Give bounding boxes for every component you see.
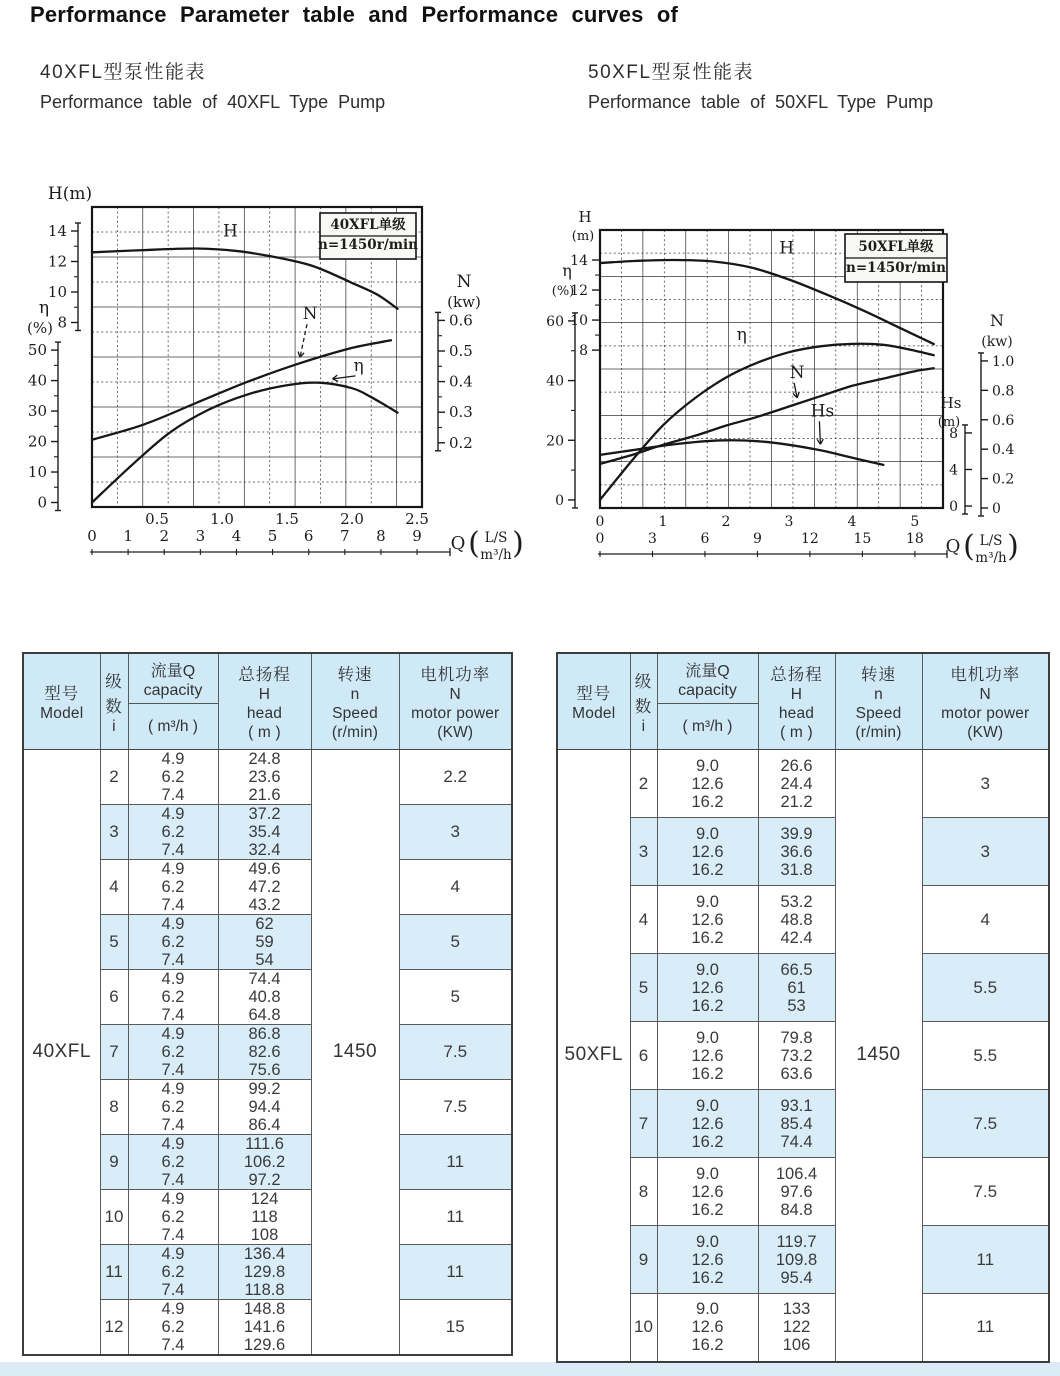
svg-text:1.0: 1.0 xyxy=(210,510,234,528)
chart-title-box xyxy=(318,213,418,259)
q-axis-label xyxy=(451,526,524,563)
svg-text:m³/h: m³/h xyxy=(480,547,512,563)
svg-text:18: 18 xyxy=(905,531,924,547)
svg-text:1.0: 1.0 xyxy=(992,353,1015,370)
svg-text:1: 1 xyxy=(658,514,668,530)
capacity-values: 9.0 12.6 16.2 xyxy=(657,1226,758,1294)
col-header-stages: 级 数 i xyxy=(100,653,128,750)
speed-cell: 1450 xyxy=(311,750,399,1356)
svg-text:H(m): H(m) xyxy=(47,184,93,204)
svg-text:n=1450r/min: n=1450r/min xyxy=(846,260,946,276)
chart-title-box xyxy=(845,234,947,282)
svg-text:2: 2 xyxy=(721,514,731,530)
svg-text:): ) xyxy=(1007,529,1019,564)
svg-text:15: 15 xyxy=(853,531,872,547)
svg-text:6: 6 xyxy=(700,531,710,547)
svg-text:14: 14 xyxy=(570,253,588,270)
capacity-values: 9.0 12.6 16.2 xyxy=(657,1158,758,1226)
motor-power-cell: 11 xyxy=(399,1135,512,1190)
svg-text:Q: Q xyxy=(945,536,961,557)
svg-text:0.2: 0.2 xyxy=(449,433,473,452)
axis-eta xyxy=(27,298,61,512)
head-values: 26.6 24.4 21.2 xyxy=(758,750,835,818)
x-axis xyxy=(596,514,947,558)
svg-text:3: 3 xyxy=(648,531,657,547)
curve-label-N: N xyxy=(789,362,805,383)
curve-label-H: H xyxy=(779,238,795,259)
head-values: 148.8 141.6 129.6 xyxy=(218,1300,311,1356)
col-header-speed: 转速 n Speed (r/min) xyxy=(311,653,399,750)
stages-cell: 8 xyxy=(100,1080,128,1135)
svg-text:50: 50 xyxy=(27,341,47,360)
svg-text:14: 14 xyxy=(47,222,67,240)
motor-power-cell: 5 xyxy=(399,970,512,1025)
curve-label-Hs: Hs xyxy=(810,401,835,422)
col-header-power: 电机功率 N motor power (KW) xyxy=(922,653,1049,750)
svg-text:η: η xyxy=(38,298,50,318)
stage-row-2 xyxy=(557,750,1049,818)
svg-text:(%): (%) xyxy=(27,319,53,337)
stage-row-10 xyxy=(557,1294,1049,1362)
performance-curves-chart-50xfl xyxy=(545,196,1060,591)
svg-text:η: η xyxy=(562,261,572,280)
svg-text:): ) xyxy=(512,526,524,561)
head-values: 86.8 82.6 75.6 xyxy=(218,1025,311,1080)
stages-cell: 12 xyxy=(100,1300,128,1356)
svg-text:12: 12 xyxy=(570,283,588,300)
stages-cell: 10 xyxy=(100,1190,128,1245)
motor-power-cell: 11 xyxy=(922,1226,1049,1294)
capacity-values: 9.0 12.6 16.2 xyxy=(657,954,758,1022)
stages-cell: 6 xyxy=(630,1022,657,1090)
head-values: 99.2 94.4 86.4 xyxy=(218,1080,311,1135)
model-cell: 50XFL xyxy=(557,750,630,1362)
svg-text:0.3: 0.3 xyxy=(449,403,473,422)
svg-text:4: 4 xyxy=(847,514,857,530)
motor-power-cell: 5.5 xyxy=(922,1022,1049,1090)
head-values: 111.6 106.2 97.2 xyxy=(218,1135,311,1190)
stages-cell: 11 xyxy=(100,1245,128,1300)
head-values: 93.1 85.4 74.4 xyxy=(758,1090,835,1158)
stages-cell: 5 xyxy=(630,954,657,1022)
svg-text:20: 20 xyxy=(27,432,47,451)
svg-text:1: 1 xyxy=(123,527,133,545)
capacity-values: 4.9 6.2 7.4 xyxy=(128,1190,218,1245)
motor-power-cell: 3 xyxy=(922,818,1049,886)
head-values: 24.8 23.6 21.6 xyxy=(218,750,311,805)
stages-cell: 6 xyxy=(100,970,128,1025)
curve-label-η: η xyxy=(736,325,747,346)
motor-power-cell: 7.5 xyxy=(922,1090,1049,1158)
capacity-values: 9.0 12.6 16.2 xyxy=(657,750,758,818)
stages-cell: 8 xyxy=(630,1158,657,1226)
curve-label-η: η xyxy=(353,355,364,376)
svg-text:9: 9 xyxy=(752,531,762,547)
motor-power-cell: 4 xyxy=(922,886,1049,954)
svg-text:N: N xyxy=(990,311,1004,330)
stages-cell: 3 xyxy=(630,818,657,886)
capacity-values: 4.9 6.2 7.4 xyxy=(128,860,218,915)
motor-power-cell: 7.5 xyxy=(399,1080,512,1135)
svg-text:8: 8 xyxy=(949,425,958,442)
head-values: 62 59 54 xyxy=(218,915,311,970)
subtitle-en-50xfl: Performance table of 50XFL Type Pump xyxy=(588,92,934,112)
svg-text:0: 0 xyxy=(37,493,47,512)
stage-row-5 xyxy=(557,954,1049,1022)
subtitle-cn-40xfl: 40XFL型泵性能表 xyxy=(40,62,206,83)
svg-text:0.8: 0.8 xyxy=(992,383,1015,400)
svg-text:0.5: 0.5 xyxy=(449,342,473,360)
motor-power-cell: 11 xyxy=(922,1294,1049,1362)
svg-text:L/S: L/S xyxy=(979,533,1003,549)
svg-text:10: 10 xyxy=(27,463,47,482)
curve-label-H: H xyxy=(223,221,238,242)
svg-text:Q: Q xyxy=(450,533,466,554)
svg-text:50XFL单级: 50XFL单级 xyxy=(858,239,934,255)
head-values: 53.2 48.8 42.4 xyxy=(758,886,835,954)
svg-text:12: 12 xyxy=(47,252,67,271)
svg-text:2: 2 xyxy=(159,527,170,545)
motor-power-cell: 5 xyxy=(399,915,512,970)
svg-text:6: 6 xyxy=(303,527,314,545)
svg-text:0.6: 0.6 xyxy=(449,311,473,330)
col-header-model: 型号 Model xyxy=(23,653,100,750)
svg-text:30: 30 xyxy=(27,402,47,421)
motor-power-cell: 11 xyxy=(399,1245,512,1300)
curve-η xyxy=(92,383,398,503)
svg-text:8: 8 xyxy=(579,343,588,360)
stages-cell: 4 xyxy=(630,886,657,954)
svg-text:(m): (m) xyxy=(937,415,961,430)
speed-cell: 1450 xyxy=(835,750,922,1362)
performance-table-50xfl xyxy=(556,652,1050,1363)
stages-cell: 7 xyxy=(630,1090,657,1158)
svg-text:(: ( xyxy=(963,529,975,564)
performance-curves-chart-40xfl xyxy=(12,183,527,593)
svg-text:N: N xyxy=(456,272,472,292)
svg-text:20: 20 xyxy=(546,433,564,450)
col-header-capacity: 流量Q capacity ( m³/h ) xyxy=(128,653,218,750)
col-header-head: 总扬程 H head ( m ) xyxy=(218,653,311,750)
curve-N xyxy=(600,368,934,464)
svg-text:4: 4 xyxy=(949,462,958,479)
svg-text:1.5: 1.5 xyxy=(275,510,299,528)
x-axis xyxy=(87,510,450,556)
svg-text:0: 0 xyxy=(992,501,1001,517)
capacity-values: 4.9 6.2 7.4 xyxy=(128,1300,218,1356)
stage-row-8 xyxy=(557,1158,1049,1226)
capacity-values: 9.0 12.6 16.2 xyxy=(657,818,758,886)
svg-text:5: 5 xyxy=(910,514,920,530)
svg-text:8: 8 xyxy=(57,313,67,332)
svg-text:40XFL单级: 40XFL单级 xyxy=(330,217,406,233)
page-title: Performance Parameter table and Performance curves of xyxy=(30,2,679,27)
axis-N xyxy=(435,272,481,452)
svg-text:2.5: 2.5 xyxy=(405,510,429,528)
stages-cell: 4 xyxy=(100,860,128,915)
axis-H xyxy=(48,184,92,332)
stage-row-2 xyxy=(23,750,512,805)
stage-row-6 xyxy=(557,1022,1049,1090)
svg-text:40: 40 xyxy=(546,373,564,390)
stages-cell: 2 xyxy=(100,750,128,805)
head-values: 119.7 109.8 95.4 xyxy=(758,1226,835,1294)
svg-text:n=1450r/min: n=1450r/min xyxy=(318,237,418,253)
performance-table-40xfl xyxy=(22,652,513,1356)
page-bottom-band xyxy=(0,1362,1060,1376)
head-values: 106.4 97.6 84.8 xyxy=(758,1158,835,1226)
capacity-values: 4.9 6.2 7.4 xyxy=(128,805,218,860)
capacity-values: 4.9 6.2 7.4 xyxy=(128,1025,218,1080)
svg-text:12: 12 xyxy=(801,531,819,547)
head-values: 133 122 106 xyxy=(758,1294,835,1362)
col-header-head: 总扬程 H head ( m ) xyxy=(758,653,835,750)
svg-text:10: 10 xyxy=(570,313,588,330)
svg-text:0.5: 0.5 xyxy=(145,510,169,528)
svg-text:0: 0 xyxy=(595,514,605,530)
stage-row-9 xyxy=(557,1226,1049,1294)
col-header-model: 型号 Model xyxy=(557,653,630,750)
stages-cell: 9 xyxy=(100,1135,128,1190)
head-values: 74.4 40.8 64.8 xyxy=(218,970,311,1025)
head-values: 39.9 36.6 31.8 xyxy=(758,818,835,886)
svg-text:0: 0 xyxy=(555,492,564,509)
svg-text:3: 3 xyxy=(784,514,794,530)
svg-text:L/S: L/S xyxy=(484,530,508,546)
head-values: 124 118 108 xyxy=(218,1190,311,1245)
stages-cell: 3 xyxy=(100,805,128,860)
svg-text:7: 7 xyxy=(340,527,350,545)
capacity-values: 9.0 12.6 16.2 xyxy=(657,1294,758,1362)
col-header-power: 电机功率 N motor power (KW) xyxy=(399,653,512,750)
capacity-values: 4.9 6.2 7.4 xyxy=(128,1245,218,1300)
col-header-speed: 转速 n Speed (r/min) xyxy=(835,653,922,750)
capacity-values: 4.9 6.2 7.4 xyxy=(128,1080,218,1135)
motor-power-cell: 5.5 xyxy=(922,954,1049,1022)
svg-text:10: 10 xyxy=(47,283,67,301)
head-values: 37.2 35.4 32.4 xyxy=(218,805,311,860)
svg-text:2.0: 2.0 xyxy=(340,510,364,528)
q-axis-label xyxy=(946,529,1019,566)
svg-text:(kw): (kw) xyxy=(447,293,481,311)
svg-text:(%): (%) xyxy=(551,284,575,299)
head-values: 49.6 47.2 43.2 xyxy=(218,860,311,915)
motor-power-cell: 11 xyxy=(399,1190,512,1245)
svg-text:0.2: 0.2 xyxy=(992,471,1015,488)
svg-text:(m): (m) xyxy=(571,229,595,244)
svg-text:9: 9 xyxy=(412,527,422,545)
stages-cell: 5 xyxy=(100,915,128,970)
svg-text:5: 5 xyxy=(267,527,278,545)
svg-text:0: 0 xyxy=(949,499,958,516)
subtitle-cn-50xfl: 50XFL型泵性能表 xyxy=(588,62,754,83)
svg-text:0.4: 0.4 xyxy=(992,442,1015,459)
capacity-values: 4.9 6.2 7.4 xyxy=(128,915,218,970)
svg-text:(kw): (kw) xyxy=(981,334,1013,350)
svg-text:H: H xyxy=(578,208,592,226)
svg-text:0: 0 xyxy=(87,527,97,545)
motor-power-cell: 4 xyxy=(399,860,512,915)
capacity-values: 4.9 6.2 7.4 xyxy=(128,1135,218,1190)
model-cell: 40XFL xyxy=(23,750,100,1356)
svg-text:Hs: Hs xyxy=(940,394,962,412)
svg-text:0: 0 xyxy=(595,531,605,547)
stages-cell: 9 xyxy=(630,1226,657,1294)
capacity-values: 4.9 6.2 7.4 xyxy=(128,970,218,1025)
svg-text:60: 60 xyxy=(546,313,564,330)
motor-power-cell: 7.5 xyxy=(922,1158,1049,1226)
col-header-capacity: 流量Q capacity ( m³/h ) xyxy=(657,653,758,750)
motor-power-cell: 2.2 xyxy=(399,750,512,805)
svg-text:(: ( xyxy=(468,526,480,561)
motor-power-cell: 7.5 xyxy=(399,1025,512,1080)
head-values: 136.4 129.8 118.8 xyxy=(218,1245,311,1300)
motor-power-cell: 3 xyxy=(399,805,512,860)
axis-eta xyxy=(546,261,578,509)
stage-row-7 xyxy=(557,1090,1049,1158)
stages-cell: 7 xyxy=(100,1025,128,1080)
svg-text:0.4: 0.4 xyxy=(449,372,473,391)
capacity-values: 9.0 12.6 16.2 xyxy=(657,1022,758,1090)
capacity-values: 9.0 12.6 16.2 xyxy=(657,1090,758,1158)
col-header-stages: 级 数 i xyxy=(630,653,657,750)
stage-row-4 xyxy=(557,886,1049,954)
svg-text:m³/h: m³/h xyxy=(975,550,1007,566)
motor-power-cell: 3 xyxy=(922,750,1049,818)
capacity-values: 4.9 6.2 7.4 xyxy=(128,750,218,805)
capacity-values: 9.0 12.6 16.2 xyxy=(657,886,758,954)
stages-cell: 10 xyxy=(630,1294,657,1362)
curve-η xyxy=(600,344,934,500)
subtitle-en-40xfl: Performance table of 40XFL Type Pump xyxy=(40,92,386,112)
svg-text:0.6: 0.6 xyxy=(992,412,1015,429)
curve-label-N: N xyxy=(302,304,318,325)
svg-text:3: 3 xyxy=(195,527,206,545)
axis-N xyxy=(978,311,1014,517)
head-values: 66.5 61 53 xyxy=(758,954,835,1022)
stages-cell: 2 xyxy=(630,750,657,818)
motor-power-cell: 15 xyxy=(399,1300,512,1356)
svg-text:40: 40 xyxy=(27,371,47,390)
stage-row-3 xyxy=(557,818,1049,886)
svg-text:8: 8 xyxy=(376,527,386,545)
svg-text:4: 4 xyxy=(231,527,242,545)
head-values: 79.8 73.2 63.6 xyxy=(758,1022,835,1090)
